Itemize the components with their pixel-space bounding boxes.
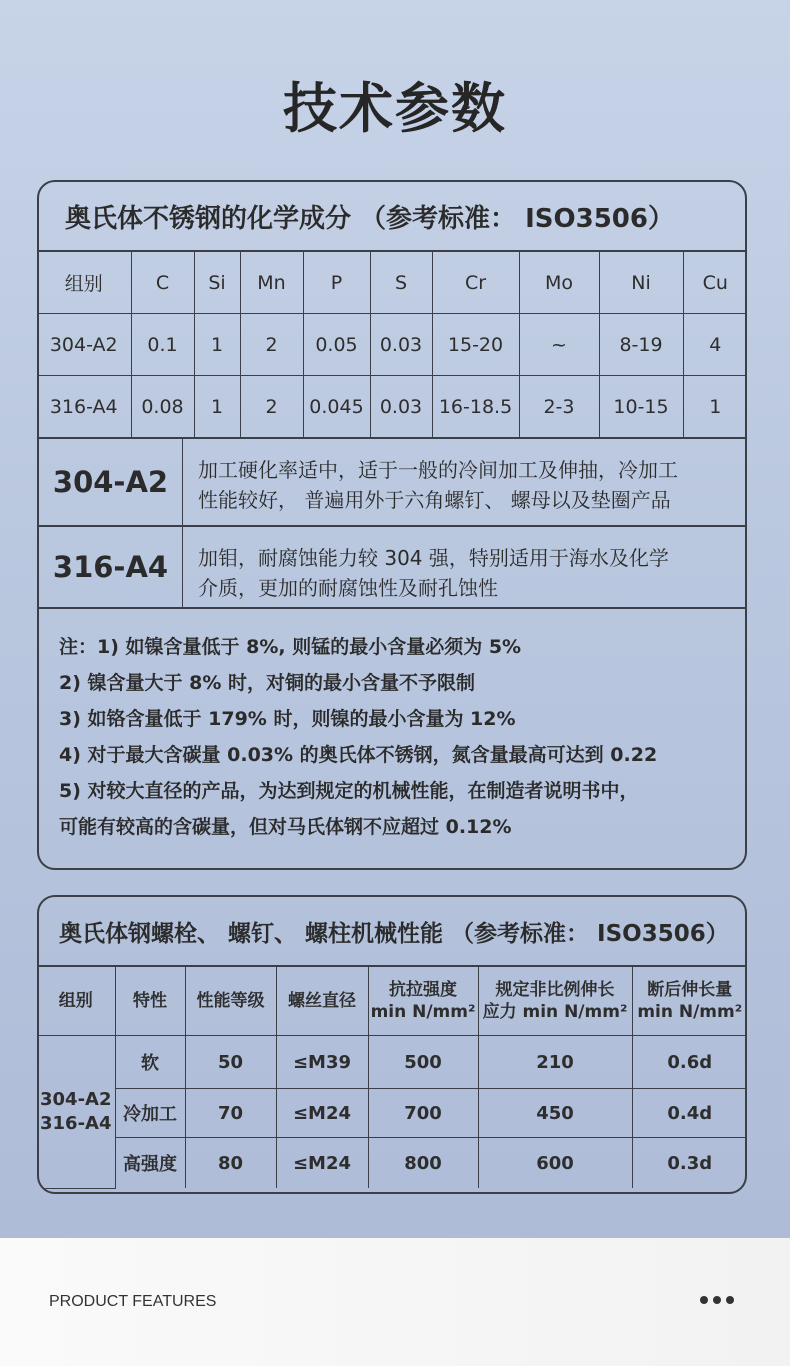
chem-cell: 2-3 bbox=[519, 376, 599, 438]
note-line: 5) 对较大直径的产品，为达到规定的机械性能，在制造者说明书中， bbox=[59, 780, 639, 802]
chem-cell: 2 bbox=[240, 376, 303, 438]
description-line: 加工硬化率适中，适于一般的冷间加工及伸抽，冷加工 bbox=[198, 458, 678, 482]
chem-header: C bbox=[131, 252, 194, 314]
chem-header: 组别 bbox=[37, 252, 131, 314]
mech-header: 螺丝直径 bbox=[276, 967, 368, 1036]
mechanical-properties-panel bbox=[37, 895, 747, 1194]
mech-cell: 600 bbox=[478, 1138, 632, 1189]
notes-section bbox=[39, 609, 745, 845]
chem-cell: 0.05 bbox=[303, 314, 370, 376]
chem-cell: 1 bbox=[194, 314, 240, 376]
dot bbox=[700, 1296, 708, 1304]
description-line: 加钼，耐腐蚀能力较 304 强，特别适用于海水及化学 bbox=[198, 546, 669, 570]
chem-cell: 0.03 bbox=[370, 314, 432, 376]
chem-cell: 2 bbox=[240, 314, 303, 376]
description-line: 介质，更加的耐腐蚀性及耐孔蚀性 bbox=[198, 576, 498, 600]
chem-header: S bbox=[370, 252, 432, 314]
mech-cell: 210 bbox=[478, 1036, 632, 1089]
description-text bbox=[183, 439, 745, 525]
note-line: 3) 如铬含量低于 179% 时，则镍的最小含量为 12% bbox=[59, 708, 516, 730]
chem-cell: 8-19 bbox=[599, 314, 683, 376]
table-row bbox=[37, 1089, 747, 1138]
chem-cell: 16-18.5 bbox=[432, 376, 519, 438]
mech-header: 特性 bbox=[115, 967, 185, 1036]
chem-cell: ~ bbox=[519, 314, 599, 376]
mech-cell: 500 bbox=[368, 1036, 478, 1089]
table-row bbox=[37, 1036, 747, 1089]
mech-cell: 软 bbox=[115, 1036, 185, 1089]
mech-cell: 冷加工 bbox=[115, 1089, 185, 1138]
chem-cell: 4 bbox=[683, 314, 747, 376]
note-line: 4) 对于最大含碳量 0.03% 的奥氏体不锈钢，氮含量最高可达到 0.22 bbox=[59, 744, 658, 766]
chem-cell: 0.045 bbox=[303, 376, 370, 438]
chem-cell: 0.1 bbox=[131, 314, 194, 376]
mech-cell: 0.6d bbox=[632, 1036, 747, 1089]
dot bbox=[726, 1296, 734, 1304]
mech-cell: 800 bbox=[368, 1138, 478, 1189]
page-title: 技术参数 bbox=[283, 77, 507, 140]
chemical-composition-panel bbox=[37, 180, 747, 870]
mech-header-row bbox=[37, 967, 747, 1036]
chem-panel-title: 奥氏体不锈钢的化学成分 （参考标准： ISO3506） bbox=[39, 182, 745, 252]
mech-cell: 450 bbox=[478, 1089, 632, 1138]
description-text bbox=[183, 527, 745, 607]
mech-cell: 高强度 bbox=[115, 1138, 185, 1189]
mech-cell: 80 bbox=[185, 1138, 276, 1189]
more-dots-icon[interactable] bbox=[700, 1296, 734, 1304]
chem-cell: 15-20 bbox=[432, 314, 519, 376]
note-line: 可能有较高的含碳量，但对马氏体钢不应超过 0.12% bbox=[59, 816, 512, 838]
chem-header: Mo bbox=[519, 252, 599, 314]
chem-table bbox=[37, 252, 747, 438]
mech-cell: ≤M24 bbox=[276, 1138, 368, 1189]
mech-cell: ≤M24 bbox=[276, 1089, 368, 1138]
mech-cell: 0.4d bbox=[632, 1089, 747, 1138]
chem-header-row bbox=[37, 252, 747, 314]
mech-header: 规定非比例伸长 应力 min N/mm² bbox=[478, 967, 632, 1036]
chem-cell: 1 bbox=[683, 376, 747, 438]
mech-cell: 50 bbox=[185, 1036, 276, 1089]
chem-header: Si bbox=[194, 252, 240, 314]
description-grade: 316-A4 bbox=[39, 527, 183, 607]
mech-panel-title: 奥氏体钢螺栓、 螺钉、 螺柱机械性能 （参考标准： ISO3506） bbox=[39, 897, 745, 967]
table-row bbox=[37, 376, 747, 438]
chem-header: Mn bbox=[240, 252, 303, 314]
chem-header: Cu bbox=[683, 252, 747, 314]
mech-header: 组别 bbox=[37, 967, 115, 1036]
table-row bbox=[37, 1138, 747, 1189]
table-row bbox=[37, 314, 747, 376]
chem-cell: 304-A2 bbox=[37, 314, 131, 376]
mech-cell: ≤M39 bbox=[276, 1036, 368, 1089]
mech-header: 抗拉强度 min N/mm² bbox=[368, 967, 478, 1036]
dot bbox=[713, 1296, 721, 1304]
chem-cell: 10-15 bbox=[599, 376, 683, 438]
chem-cell: 316-A4 bbox=[37, 376, 131, 438]
mech-table bbox=[37, 967, 747, 1189]
mech-header: 性能等级 bbox=[185, 967, 276, 1036]
description-row-304 bbox=[39, 438, 745, 527]
product-features-bar bbox=[0, 1238, 790, 1366]
chem-cell: 0.08 bbox=[131, 376, 194, 438]
chem-header: Cr bbox=[432, 252, 519, 314]
description-row-316 bbox=[39, 527, 745, 609]
chem-header: Ni bbox=[599, 252, 683, 314]
note-line: 2) 镍含量大于 8% 时，对铜的最小含量不予限制 bbox=[59, 672, 476, 694]
mech-header: 断后伸长量 min N/mm² bbox=[632, 967, 747, 1036]
description-grade: 304-A2 bbox=[39, 439, 183, 525]
mech-grade-cell: 304-A2 316-A4 bbox=[37, 1036, 115, 1189]
product-features-label: PRODUCT FEATURES bbox=[49, 1293, 217, 1310]
mech-cell: 700 bbox=[368, 1089, 478, 1138]
mech-cell: 0.3d bbox=[632, 1138, 747, 1189]
note-line: 注：1) 如镍含量低于 8%, 则锰的最小含量必须为 5% bbox=[59, 636, 522, 658]
chem-cell: 0.03 bbox=[370, 376, 432, 438]
description-line: 性能较好， 普遍用外于六角螺钉、 螺母以及垫圈产品 bbox=[198, 488, 671, 512]
chem-header: P bbox=[303, 252, 370, 314]
mech-cell: 70 bbox=[185, 1089, 276, 1138]
chem-cell: 1 bbox=[194, 376, 240, 438]
